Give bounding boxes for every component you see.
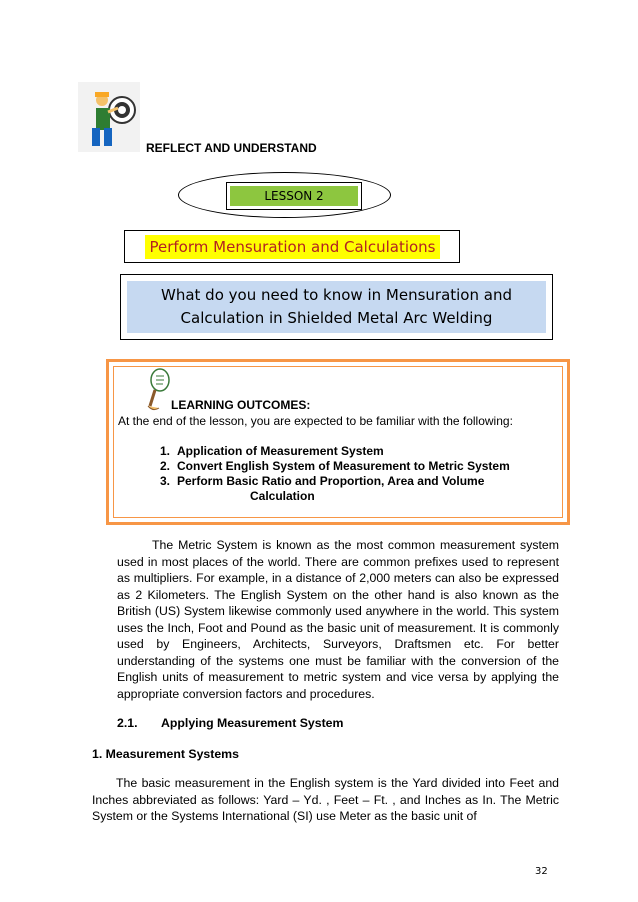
- lesson-label: LESSON 2: [230, 186, 358, 206]
- learning-outcomes-box: [106, 359, 570, 525]
- magnifier-icon: [147, 368, 171, 412]
- measurement-paragraph: [92, 775, 559, 825]
- subsection-heading: 1. Measurement Systems: [92, 747, 239, 761]
- lesson-badge: [226, 182, 362, 210]
- outcome-1-text: Application of Measurement System: [177, 444, 384, 458]
- page-number: 32: [535, 866, 548, 877]
- outcome-2-number: 2.: [160, 459, 171, 473]
- subtitle-line-1: What do you need to know in Mensuration and: [161, 286, 512, 304]
- outcome-3-continuation: Calculation: [250, 489, 315, 503]
- subtitle-banner: [120, 274, 553, 340]
- learning-outcomes-inner-border: [113, 366, 563, 518]
- intro-paragraph: [117, 537, 559, 702]
- learning-outcomes-title: LEARNING OUTCOMES:: [171, 398, 311, 412]
- subtitle-line-2: Calculation in Shielded Metal Arc Welding: [180, 309, 493, 327]
- measurement-paragraph-text: The basic measurement in the English system is the Yard divided into Feet and Inches abbreviated as follows: Yard – Yd. , Feet – Ft. , and Inches as In. The Metric System or the Systems International (SI) use Meter as the basic unit of: [92, 776, 559, 823]
- intro-paragraph-text: The Metric System is known as the most common measurement system used in most places of the world. There are common prefixes used to represent as multipliers. For example, in a distance of 2,000 meters can also be expressed as 2 Kilometers. The English System on the other hand is also known as the British (US) System likewise commonly used anywhere in the world. This system uses the Inch, Foot and Pound as the basic unit of measurement. It is commonly used by Engineers, Architects, Surveyors, Draftsmen etc. For better understanding of the systems one must be familiar with the conversion of the English units of measurement to metric system and vice versa by applying the appropriate conversion factors and procedures.: [117, 538, 559, 701]
- outcome-3-text: Perform Basic Ratio and Proportion, Area and Volume: [177, 474, 485, 488]
- outcome-3-number: 3.: [160, 474, 171, 488]
- title-text: Perform Mensuration and Calculations: [145, 235, 440, 259]
- title-banner: [124, 230, 460, 263]
- reflect-heading: REFLECT AND UNDERSTAND: [146, 141, 317, 155]
- section-number: 2.1.: [117, 716, 138, 730]
- outcome-2-text: Convert English System of Measurement to Metric System: [177, 459, 510, 473]
- outcome-1-number: 1.: [160, 444, 171, 458]
- learning-outcomes-intro: At the end of the lesson, you are expected to be familiar with the following:: [118, 414, 513, 428]
- subtitle-text: [127, 281, 546, 333]
- section-title: Applying Measurement System: [161, 716, 344, 730]
- welder-target-icon: [78, 82, 140, 152]
